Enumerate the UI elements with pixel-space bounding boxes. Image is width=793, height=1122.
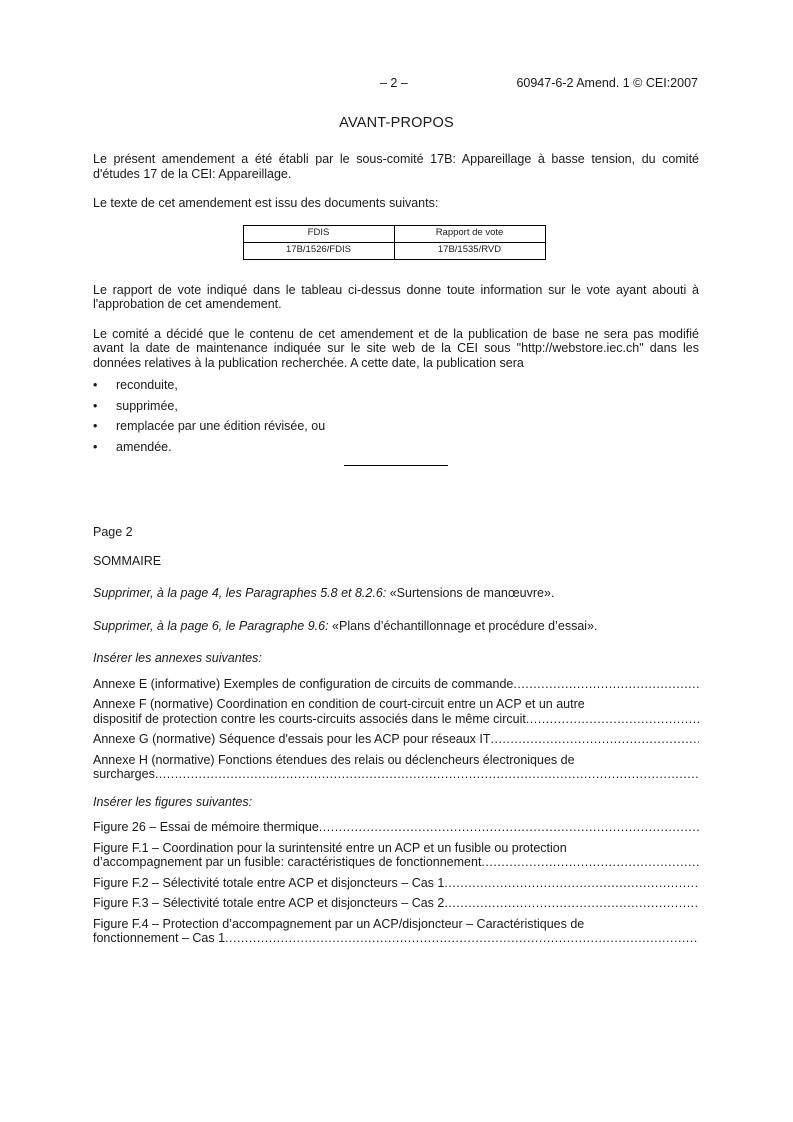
bullet-glyph: • bbox=[93, 419, 98, 433]
toc-entry-annex-g: Annexe G (normative) Séquence d'essais pour les ACP pour réseaux IT ..... bbox=[93, 732, 699, 748]
bullet-glyph: • bbox=[93, 398, 98, 413]
list-item: • reconduite, bbox=[93, 378, 178, 392]
dot-leader bbox=[319, 820, 699, 835]
insert-figures-label: Insérer les figures suivantes: bbox=[93, 794, 253, 809]
page-header bbox=[0, 76, 793, 94]
page-title: AVANT-PROPOS bbox=[339, 115, 454, 131]
dot-leader bbox=[481, 855, 699, 870]
table-cell: 17B/1535/RVD bbox=[394, 242, 545, 259]
dot-leader bbox=[491, 732, 699, 747]
sommaire-heading: SOMMAIRE bbox=[93, 553, 162, 568]
instruction-1: Supprimer, à la page 4, les Paragraphes 5.8 et 8.2.6: «Surtensions de manœuvre». bbox=[93, 586, 555, 600]
page-number: – 2 – bbox=[380, 76, 408, 90]
dot-leader bbox=[444, 876, 699, 891]
instruction-2: Supprimer, à la page 6, le Paragraphe 9.6: «Plans d’échantillonnage et procédure d’essai». bbox=[93, 618, 598, 633]
bullet-glyph: • bbox=[93, 439, 98, 454]
voting-table bbox=[243, 225, 546, 260]
dot-leader bbox=[513, 677, 699, 692]
bullet-glyph: • bbox=[93, 378, 98, 392]
foreword-paragraph-4: Le comité a décidé que le contenu de cet amendement et de la publication de base ne sera pas modifié avant la date de maintenance indiquée sur le site web de la CEI sous "http://webstore.iec.ch" dans les données relatives à la publication recherchée. A cette date, la publication sera bbox=[93, 326, 699, 370]
toc-entry-annex-f: Annexe F (normative) Coordination en condition de court-circuit entre un ACP et un autre dispositif de protection contre les courts-circuits associés dans le même circuit ..... bbox=[93, 697, 699, 727]
list-item: • remplacée par une édition révisée, ou bbox=[93, 419, 326, 433]
table-header-row bbox=[243, 225, 545, 242]
table-cell: 17B/1526/FDIS bbox=[243, 242, 394, 259]
toc-entry-annex-h: Annexe H (normative) Fonctions étendues des relais ou déclencheurs électroniques de surcharges ..... bbox=[93, 753, 699, 783]
voting-table-wrapper bbox=[93, 225, 699, 260]
document-body bbox=[93, 152, 699, 952]
toc-entry-figure-f2: Figure F.2 – Sélectivité totale entre ACP et disjoncteurs – Cas 1 ..... bbox=[93, 876, 699, 892]
list-item: • supprimée, bbox=[93, 398, 178, 413]
publication-options-list bbox=[93, 378, 699, 454]
dot-leader bbox=[155, 767, 699, 782]
foreword-paragraph-3: Le rapport de vote indiqué dans le tableau ci-dessus donne toute information sur le vote ayant abouti à l'approbation de cet amendement. bbox=[93, 282, 699, 311]
foreword-paragraph-2: Le texte de cet amendement est issu des documents suivants: bbox=[93, 196, 439, 210]
toc-entry-figure-f4: Figure F.4 – Protection d’accompagnement par un ACP/disjoncteur – Caractéristiques de fonctionnement – Cas 1 ..... bbox=[93, 917, 699, 947]
annexes-toc bbox=[93, 677, 699, 783]
document-reference: 60947-6-2 Amend. 1 © CEI:2007 bbox=[516, 76, 698, 90]
table-header-cell: Rapport de vote bbox=[394, 225, 545, 242]
toc-entry-figure-f1: Figure F.1 – Coordination pour la surintensité entre un ACP et un fusible ou protection d’accompagnement par un fusible: caractéristiques de fonctionnement ..... bbox=[93, 841, 699, 871]
table-row bbox=[243, 242, 545, 259]
list-item: • amendée. bbox=[93, 439, 172, 454]
dot-leader bbox=[225, 931, 699, 946]
toc-entry-annex-e: Annexe E (informative) Exemples de configuration de circuits de commande ..... bbox=[93, 677, 699, 693]
dot-leader bbox=[526, 712, 699, 727]
foreword-paragraph-1: Le présent amendement a été établi par le sous-comité 17B: Appareillage à basse tension, du comité d'études 17 de la CEI: Appareillage. bbox=[93, 152, 699, 181]
toc-entry-figure-26: Figure 26 – Essai de mémoire thermique ..... bbox=[93, 820, 699, 836]
table-header-cell: FDIS bbox=[243, 225, 394, 242]
page-reference: Page 2 bbox=[93, 525, 133, 539]
figures-toc bbox=[93, 820, 699, 947]
dot-leader bbox=[444, 896, 699, 911]
insert-annexes-label: Insérer les annexes suivantes: bbox=[93, 651, 262, 665]
toc-entry-figure-f3: Figure F.3 – Sélectivité totale entre ACP et disjoncteurs – Cas 2 ..... bbox=[93, 896, 699, 912]
section-separator bbox=[344, 465, 448, 466]
